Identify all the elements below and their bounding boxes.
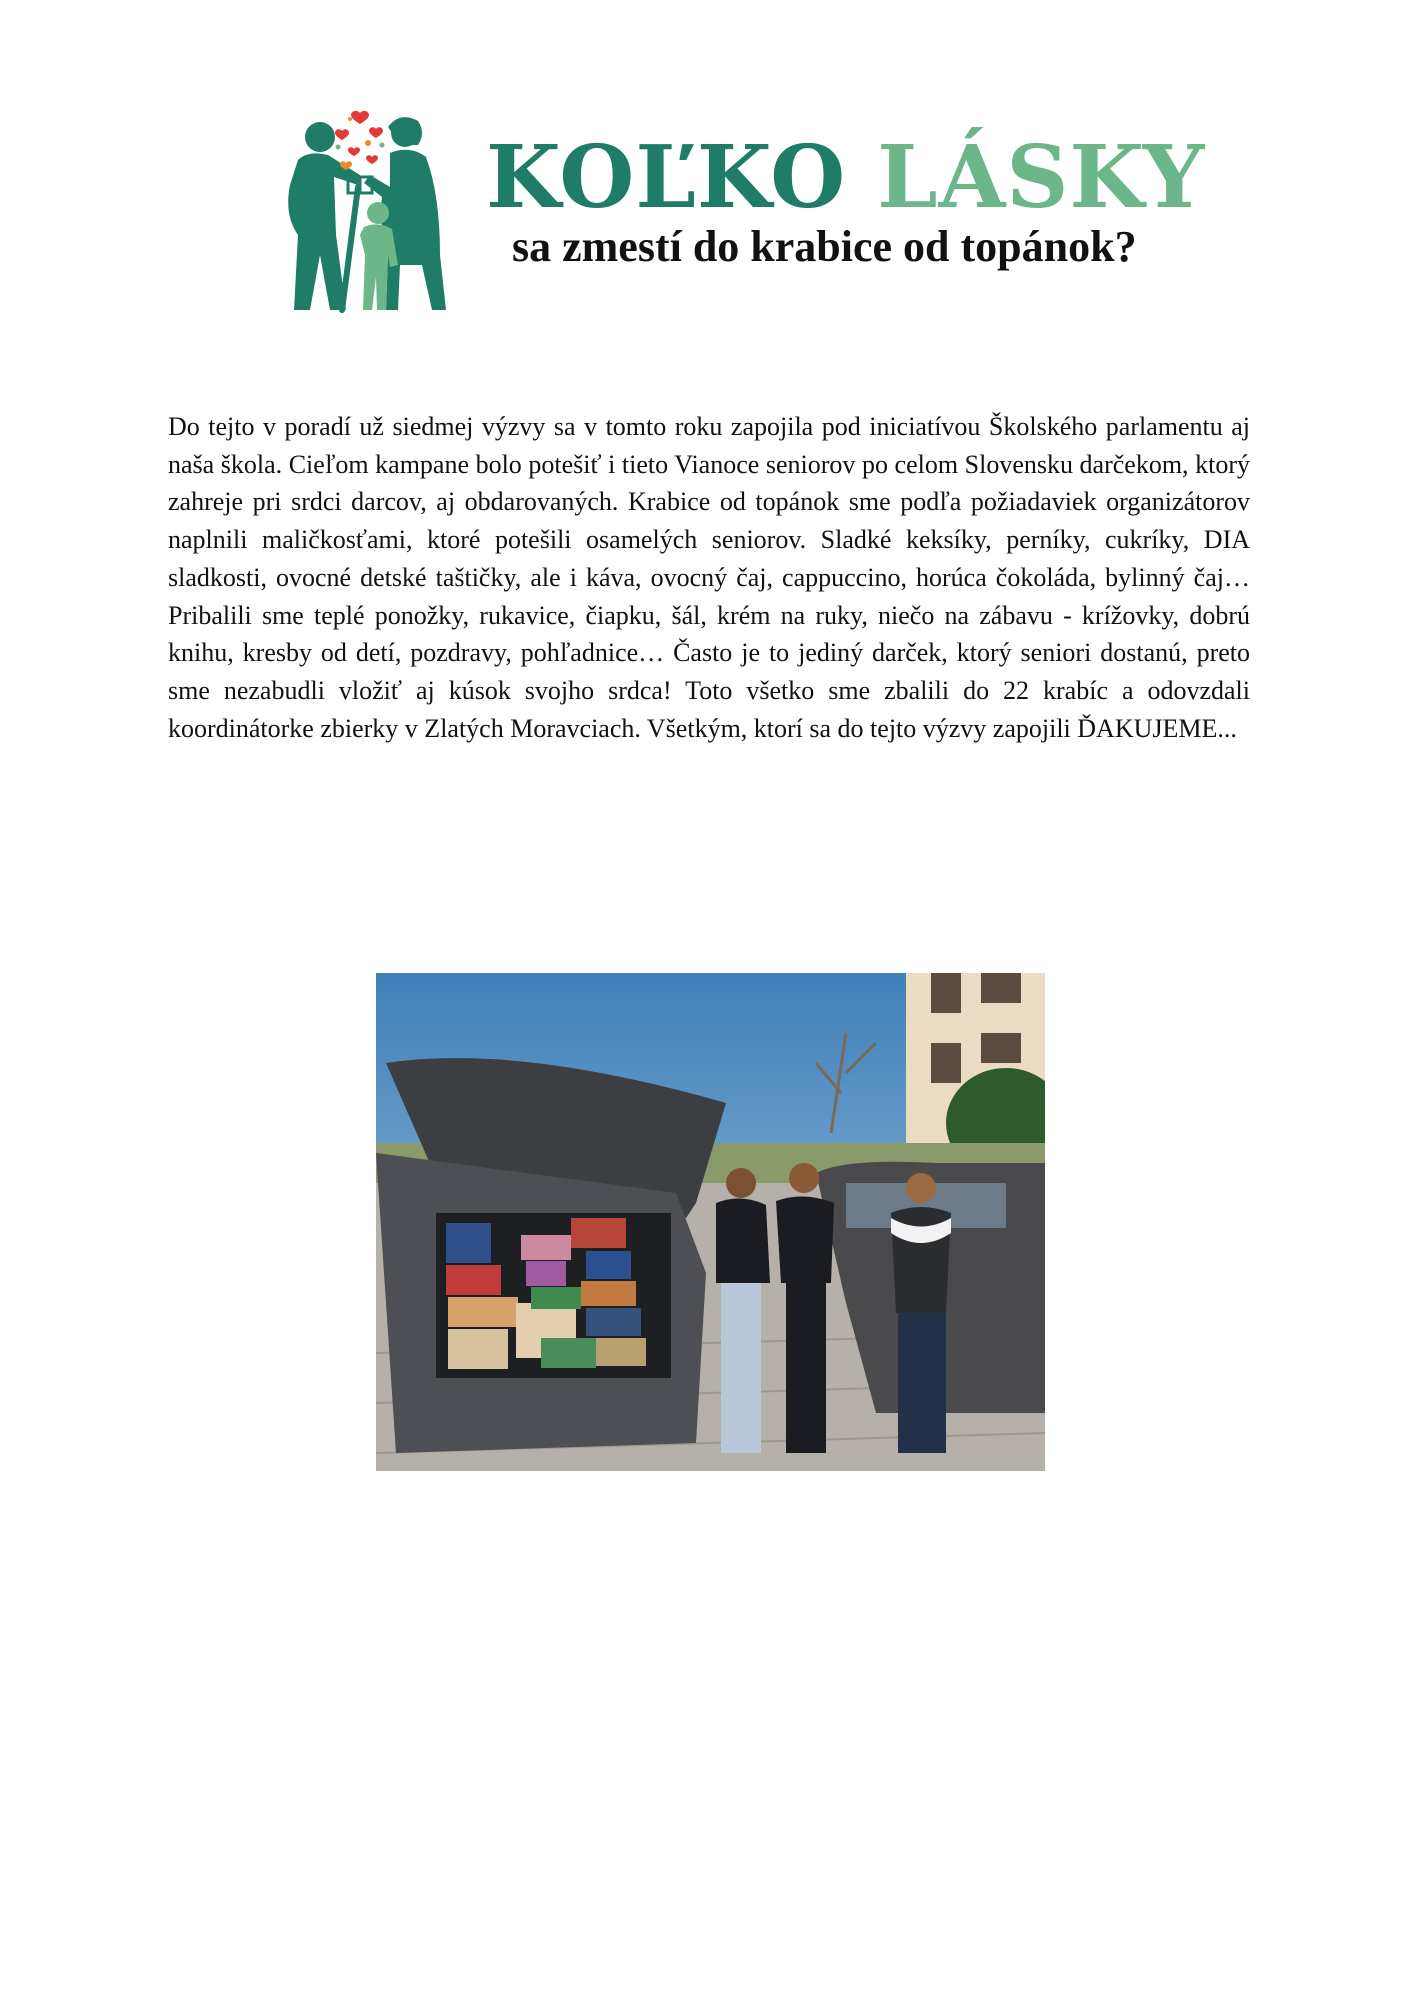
students-with-gift-boxes-photo	[376, 973, 1045, 1471]
campaign-logo	[250, 105, 1206, 325]
article-paragraph: Do tejto v poradí už siedmej výzvy sa v tomto roku zapojila pod iniciatívou Školského parlamentu aj naša škola. Cieľom kampane bolo potešiť i tieto Vianoce seniorov po celom Slovensku darčekom, ktorý zahreje pri srdci darcov, aj obdarovaných. Krabice od topánok sme podľa požiadaviek organizátorov naplnili maličkosťami, ktoré potešili osamelých seniorov. Sladké keksíky, perníky, cukríky, DIA sladkosti, ovocné detské taštičky, ale i káva, ovocný čaj, cappuccino, horúca čokoláda, bylinný čaj… Pribalili sme teplé ponožky, rukavice, čiapku, šál, krém na ruky, niečo na zábavu - krížovky, dobrú knihu, kresby od detí, pozdravy, pohľadnice… Často je to jediný darček, ktorý seniori dostanú, preto sme nezabudli vložiť aj kúsok svojho srdca! Toto všetko sme zbalili do 22 krabíc a odovzdali koordinátorke zbierky v Zlatých Moravciach. Všetkým, ktorí sa do tejto výzvy zapojili ĎAKUJEME...	[168, 412, 1250, 743]
logo-title-word-1: KOĽKO	[486, 127, 847, 228]
elder-and-child-figures-icon	[250, 105, 460, 320]
logo-title-word-2: LÁSKY	[877, 127, 1206, 228]
logo-subtitle: sa zmestí do krabice od topánok?	[512, 222, 1137, 271]
logo-title	[486, 127, 1206, 228]
